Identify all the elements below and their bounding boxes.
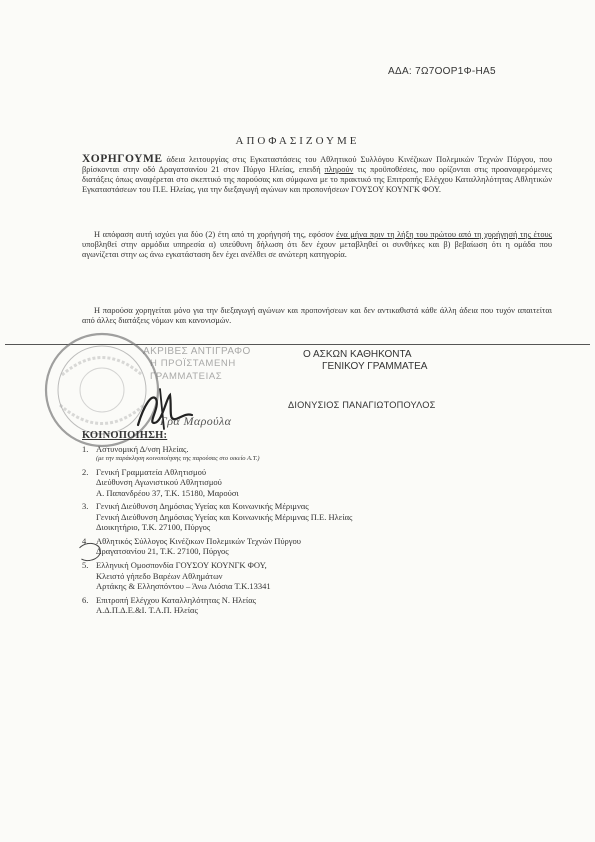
recipient-line: Δραγατσανίου 21, Τ.Κ. 27100, Πύργος <box>96 546 229 557</box>
stamp-secretariat-text: ΓΡΑΜΜΑΤΕΙΑΣ <box>150 371 223 382</box>
grant-paragraph <box>82 154 552 195</box>
grant-underlined-word: πληρούν <box>324 165 354 174</box>
validity-paragraph <box>82 230 552 260</box>
recipient-number: 4. <box>82 536 89 547</box>
recipients-list <box>78 444 498 619</box>
decision-heading: ΑΠΟΦΑΣΙΖΟΥΜΕ <box>235 135 360 147</box>
signature-role <box>303 349 427 373</box>
recipient-number: 3. <box>82 501 89 512</box>
recipient-line: Γενική Γραμματεία Αθλητισμού <box>96 466 207 477</box>
recipient-item <box>78 595 498 616</box>
stamp-head-text: Η ΠΡΟΪΣΤΑΜΕΝΗ <box>150 358 236 369</box>
recipient-line: Γενική Διεύθυνση Δημόσιας Υγείας και Κοινωνικής Μέριμνας Π.Ε. Ηλείας <box>96 511 353 522</box>
recipient-line: Διοικητήριο, Τ.Κ. 27100, Πύργος <box>96 522 211 533</box>
recipient-number: 5. <box>82 560 89 571</box>
recipient-number: 2. <box>82 466 89 477</box>
signer-name: ΔΙΟΝΥΣΙΟΣ ΠΑΝΑΓΙΩΤΟΠΟΥΛΟΣ <box>288 400 436 410</box>
recipient-line: Διεύθυνση Αγωνιστικού Αθλητισμού <box>96 477 222 488</box>
validity-underlined-text: ένα μήνα πριν τη λήξη του πρώτου από τη χορήγησή της έτους <box>336 230 552 239</box>
ada-code: ΑΔΑ: 7Ω7ΟΟΡ1Φ-ΗΑ5 <box>388 66 496 77</box>
stamp-handwritten-name: Γρα Μαρούλα <box>160 414 232 428</box>
recipient-item <box>78 444 498 463</box>
recipient-line: Γενική Διεύθυνση Δημόσιας Υγείας και Κοινωνικής Μέριμνας <box>96 501 309 512</box>
recipient-line: Επιτροπή Ελέγχου Καταλληλότητας Ν. Ηλείας <box>96 594 257 605</box>
validity-text-part2: υποβληθεί στην αρμόδια υπηρεσία α) υπεύθυνη δήλωση ότι δεν έχουν μεταβληθεί οι συνθήκες και β) βεβαίωση ότι η ομάδα που αγωνίζεται στην ως άνω εγκατάσταση δεν έχει ανέλθει σε ανώτερη κατηγορία. <box>82 240 552 259</box>
recipient-item <box>78 560 498 591</box>
recipient-line: Α.Δ.Π.Δ.Ε.&Ι. Τ.Α.Π. Ηλείας <box>96 605 198 616</box>
grant-text-part2: τις προϋποθέσεις, που ορίζονται στις προαναφερόμενες διατάξεις όπως αναφέρεται στο σκεπτικό της παρούσας και σύμφωνα με το πρακτικό της Επιτροπής Ελέγχου Καταλληλότητας Αθλητικών Εγκαταστάσεων του Π.Ε. Ηλείας, για την διεξαγωγή αγώνων και προπονήσεων ΓΟΥΣΟΥ ΚΟΥΝΓΚ ΦΟΥ. <box>82 165 553 194</box>
recipient-note: (με την παράκληση κοινοποίησης της παρούσας στο οικείο Α.Τ.) <box>96 455 260 463</box>
notification-label: ΚΟΙΝΟΠΟΙΗΣΗ: <box>82 430 168 441</box>
validity-text-part1: Η απόφαση αυτή ισχύει για δύο (2) έτη από τη χορήγησή της, εφόσον <box>94 230 337 239</box>
scope-paragraph: Η παρούσα χορηγείται μόνο για την διεξαγωγή αγώνων και προπονήσεων και δεν αντικαθιστά κάθε άλλη άδεια που τυχόν απαιτείται από άλλες διατάξεις νόμων και κανονισμών. <box>82 306 552 325</box>
recipient-line: Αστυνομική Δ/νση Ηλείας. <box>96 444 189 454</box>
recipient-line: Α. Παπανδρέου 37, Τ.Κ. 15180, Μαρούσι <box>96 487 239 498</box>
recipient-line: Αθλητικός Σύλλογος Κινέζικων Πολεμικών Τεχνών Πύργου <box>96 536 302 547</box>
stamp-true-copy-text: ΑΚΡΙΒΕΣ ΑΝΤΙΓΡΑΦΟ <box>143 346 251 357</box>
signature-role-line2: ΓΕΝΙΚΟΥ ΓΡΑΜΜΑΤΕΑ <box>322 361 428 372</box>
grant-text-part1: άδεια λειτουργίας στις Εγκαταστάσεις του Αθλητικού Συλλόγου Κινέζικων Πολεμικών Τεχνών Πύργου, που βρίσκονται στην οδό Δραγατσανίου 21 στον Πύργο Ηλείας, επειδή <box>82 155 552 174</box>
recipient-line: Κλειστό γήπεδο Βαρέων Αθλημάτων <box>96 570 223 581</box>
grant-lead-word: ΧΟΡΗΓΟΥΜΕ <box>82 153 163 165</box>
recipient-line: Αρτάκης & Ελλησπόντου – Άνω Λιόσια Τ.Κ.13341 <box>96 581 271 592</box>
recipient-number: 6. <box>82 594 89 605</box>
recipient-number: 1. <box>82 444 89 454</box>
recipient-item <box>78 467 498 498</box>
recipient-item <box>78 501 498 532</box>
recipient-item <box>78 536 498 557</box>
signature-role-line1: Ο ΑΣΚΩΝ ΚΑΘΗΚΟΝΤΑ <box>303 349 412 360</box>
recipient-line: Ελληνική Ομοσπονδία ΓΟΥΣΟΥ ΚΟΥΝΓΚ ΦΟΥ, <box>96 560 267 571</box>
